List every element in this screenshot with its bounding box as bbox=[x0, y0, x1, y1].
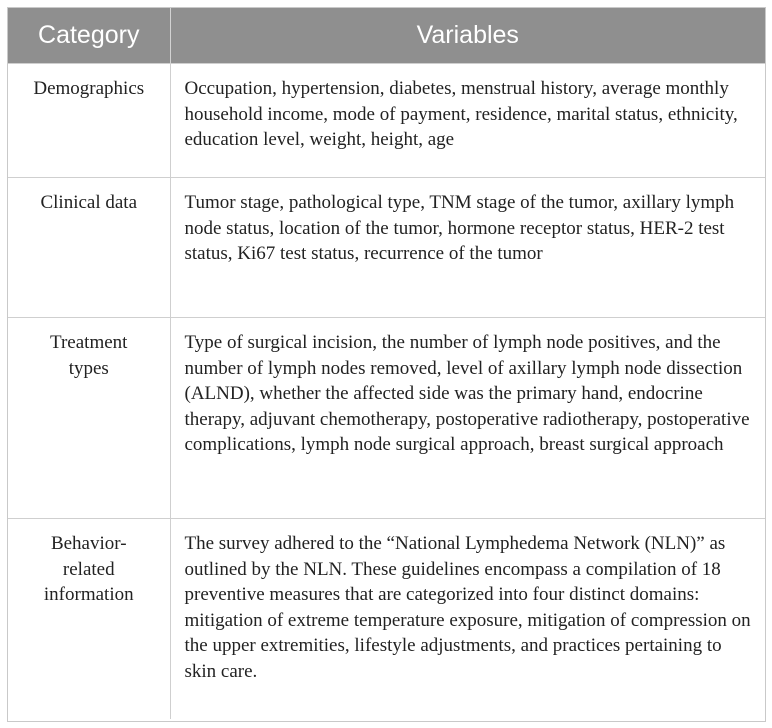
variables-cell: Tumor stage, pathological type, TNM stage of the tumor, axillary lymph node status, location of the tumor, hormone receptor status, HER-2 test status, Ki67 test status, recurrence of the tumor bbox=[170, 178, 765, 318]
category-cell: Clinical data bbox=[8, 178, 170, 318]
table-row bbox=[8, 519, 765, 720]
category-cell: Demographics bbox=[8, 64, 170, 178]
table-header bbox=[8, 8, 765, 64]
variables-cell: Type of surgical incision, the number of lymph node positives, and the number of lymph nodes removed, level of axillary lymph node dissection (ALND), whether the affected side was the primary hand, endocrine therapy, adjuvant chemotherapy, postoperative radiotherapy, postoperative complications, lymph node surgical approach, breast surgical approach bbox=[170, 318, 765, 519]
variables-cell: Occupation, hypertension, diabetes, menstrual history, average monthly household income, mode of payment, residence, marital status, ethnicity, education level, weight, height, age bbox=[170, 64, 765, 178]
table-body bbox=[8, 64, 765, 720]
table-row bbox=[8, 64, 765, 178]
table-row bbox=[8, 318, 765, 519]
category-cell bbox=[8, 318, 170, 519]
category-cell bbox=[8, 519, 170, 720]
variables-table bbox=[8, 8, 765, 719]
header-variables: Variables bbox=[170, 8, 765, 64]
header-category: Category bbox=[8, 8, 170, 64]
variables-table-container bbox=[7, 7, 766, 722]
table-row bbox=[8, 178, 765, 318]
category-text: Behavior-related information bbox=[43, 533, 134, 605]
category-text: Treatment types bbox=[50, 332, 128, 379]
header-row bbox=[8, 8, 765, 64]
variables-cell: The survey adhered to the “National Lymphedema Network (NLN)” as outlined by the NLN. These guidelines encompass a compilation of 18 preventive measures that are categorized into four distinct domains: mitigation of extreme temperature exposure, mitigation of compression on the upper extremities, lifestyle adjustments, and practices pertaining to skin care. bbox=[170, 519, 765, 720]
